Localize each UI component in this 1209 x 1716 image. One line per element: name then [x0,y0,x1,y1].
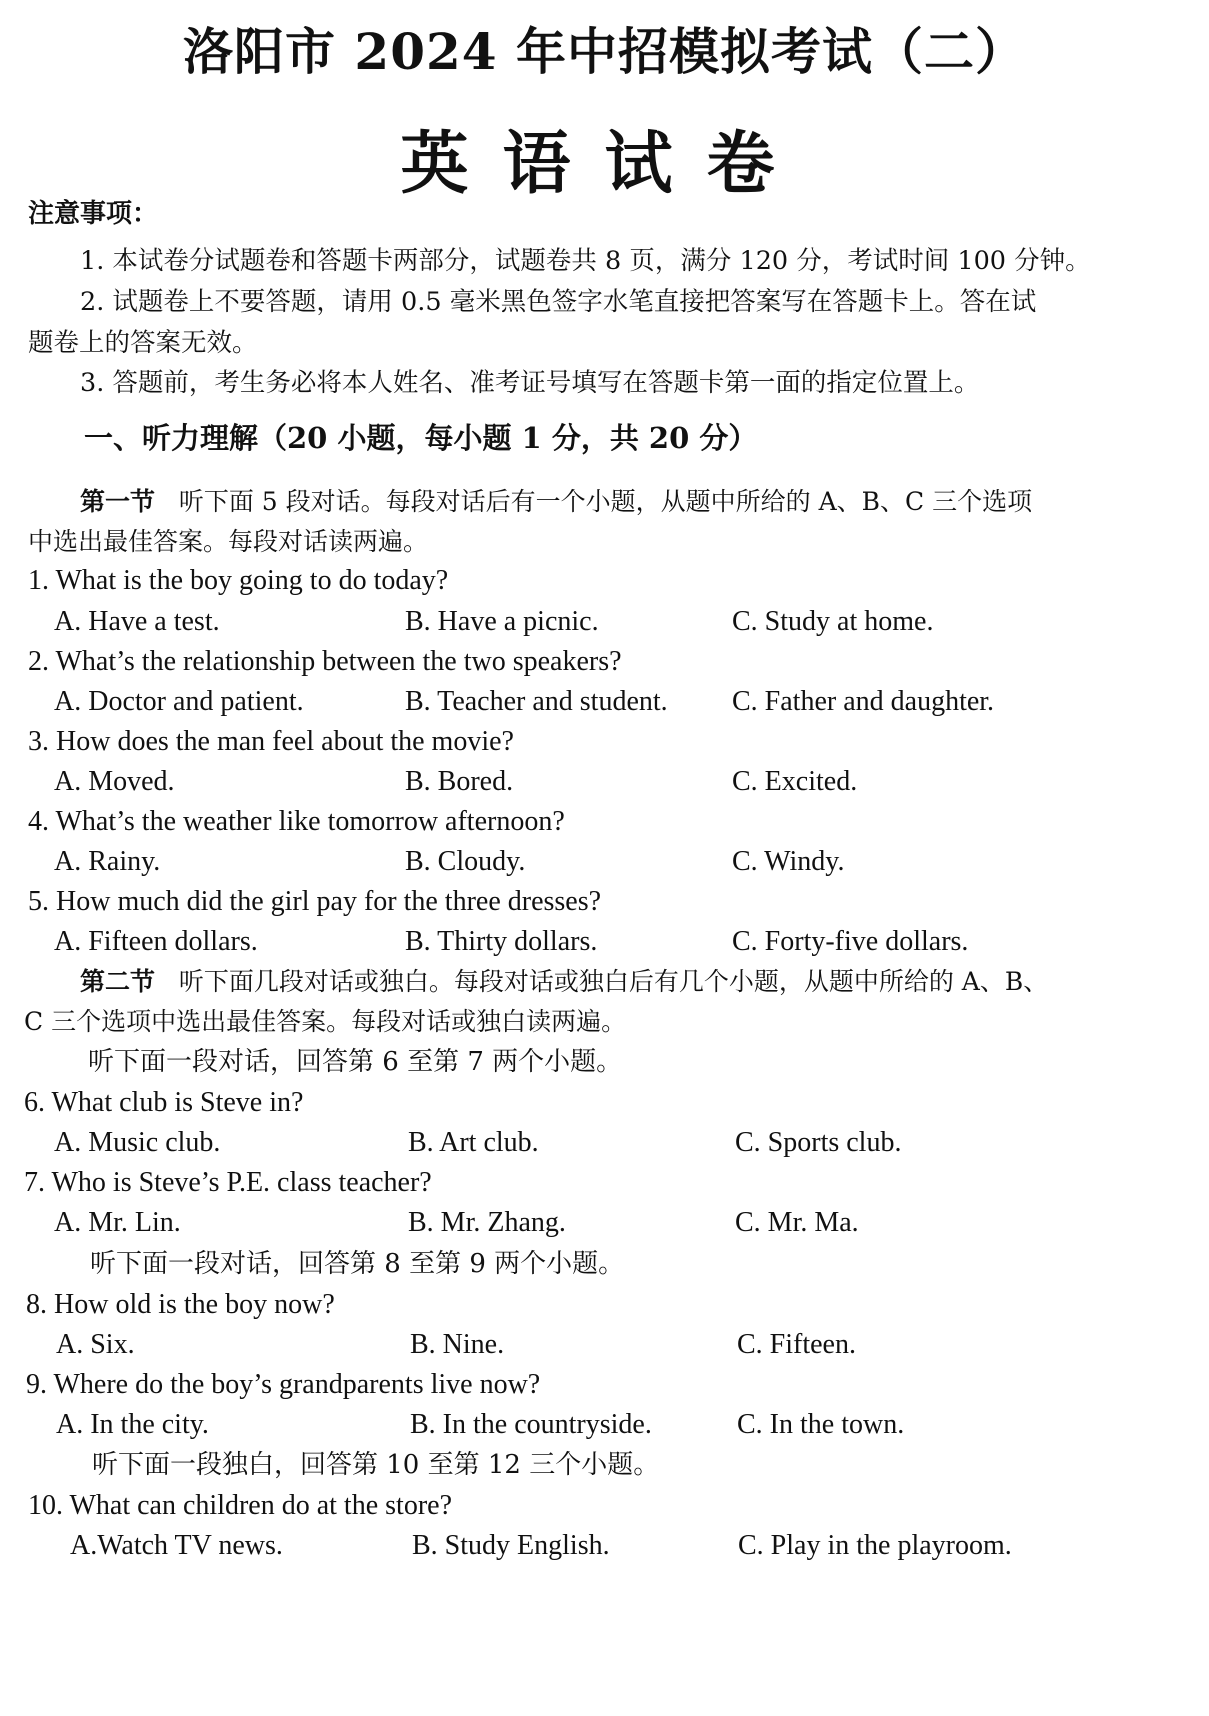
q7-option-a: A. Mr. Lin. [54,1207,181,1238]
q4-option-c: C. Windy. [732,846,845,877]
q5-option-a: A. Fifteen dollars. [54,926,258,957]
part1-label: 第一节 [80,487,156,516]
question-5: 5. How much did the girl pay for the three dresses? [28,886,602,917]
exam-title: 洛阳市 2024 年中招模拟考试（二） [183,22,1026,81]
question-6: 6. What club is Steve in? [24,1087,304,1118]
question-7: 7. Who is Steve’s P.E. class teacher? [24,1167,432,1198]
q2-option-b: B. Teacher and student. [405,686,668,717]
notice-item-2-line-2: 题卷上的答案无效。 [28,328,258,358]
question-2: 2. What’s the relationship between the two speakers? [28,646,622,677]
q4-option-b: B. Cloudy. [405,846,526,877]
notice-item-3: 3. 答题前，考生务必将本人姓名、准考证号填写在答题卡第一面的指定位置上。 [80,368,980,398]
q6-option-c: C. Sports club. [735,1127,902,1158]
q2-option-c: C. Father and daughter. [732,686,995,717]
question-9: 9. Where do the boy’s grandparents live now? [26,1369,541,1400]
q5-option-b: B. Thirty dollars. [405,926,598,957]
q6-option-b: B. Art club. [408,1127,539,1158]
exam-subtitle: 英语试卷 [400,124,809,204]
part1-text: 听下面 5 段对话。每段对话后有一个小题，从题中所给的 A、B、C 三个选项 [178,487,1033,516]
instruction-q8-q9: 听下面一段对话，回答第 8 至第 9 两个小题。 [90,1249,625,1279]
q2-option-a: A. Doctor and patient. [54,686,304,717]
q3-option-a: A. Moved. [54,766,175,797]
q1-option-b: B. Have a picnic. [405,606,599,637]
q8-option-a: A. Six. [56,1329,135,1360]
q3-option-c: C. Excited. [732,766,858,797]
question-8: 8. How old is the boy now? [26,1289,335,1320]
part2-instruction-line-2: C 三个选项中选出最佳答案。每段对话或独白读两遍。 [24,1007,627,1036]
part2-label: 第二节 [80,967,156,996]
instruction-q6-q7: 听下面一段对话，回答第 6 至第 7 两个小题。 [88,1047,623,1077]
section-listening-heading: 一、听力理解（20 小题，每小题 1 分，共 20 分） [84,421,758,455]
q9-option-a: A. In the city. [56,1409,209,1440]
question-10: 10. What can children do at the store? [28,1490,452,1521]
question-4: 4. What’s the weather like tomorrow afternoon? [28,806,565,837]
notice-heading: 注意事项： [28,199,159,229]
q10-option-c: C. Play in the playroom. [738,1530,1012,1561]
part1-instruction-line-1 [80,486,1032,518]
q9-option-c: C. In the town. [737,1409,905,1440]
part1-instruction-line-2: 中选出最佳答案。每段对话读两遍。 [28,527,429,556]
part2-instruction-line-1 [80,966,1048,998]
q8-option-b: B. Nine. [410,1329,505,1360]
notice-item-2-line-1: 2. 试题卷上不要答题，请用 0.5 毫米黑色签字水笔直接把答案写在答题卡上。答在试 [80,287,1037,317]
question-1: 1. What is the boy going to do today? [28,565,449,596]
q7-option-c: C. Mr. Ma. [735,1207,859,1238]
q9-option-b: B. In the countryside. [410,1409,652,1440]
part2-text: 听下面几段对话或独白。每段对话或独白后有几个小题，从题中所给的 A、B、 [178,967,1049,996]
q5-option-c: C. Forty-five dollars. [732,926,969,957]
q10-option-b: B. Study English. [412,1530,610,1561]
instruction-q10-q12: 听下面一段独白，回答第 10 至第 12 三个小题。 [92,1450,660,1480]
q1-option-c: C. Study at home. [732,606,934,637]
notice-item-1: 1. 本试卷分试题卷和答题卡两部分，试题卷共 8 页，满分 120 分，考试时间 100 分钟。 [80,246,1091,276]
q10-option-a: A.Watch TV news. [70,1530,283,1561]
q1-option-a: A. Have a test. [54,606,220,637]
question-3: 3. How does the man feel about the movie? [28,726,514,757]
q3-option-b: B. Bored. [405,766,514,797]
q7-option-b: B. Mr. Zhang. [408,1207,566,1238]
q6-option-a: A. Music club. [54,1127,221,1158]
q8-option-c: C. Fifteen. [737,1329,856,1360]
q4-option-a: A. Rainy. [54,846,161,877]
